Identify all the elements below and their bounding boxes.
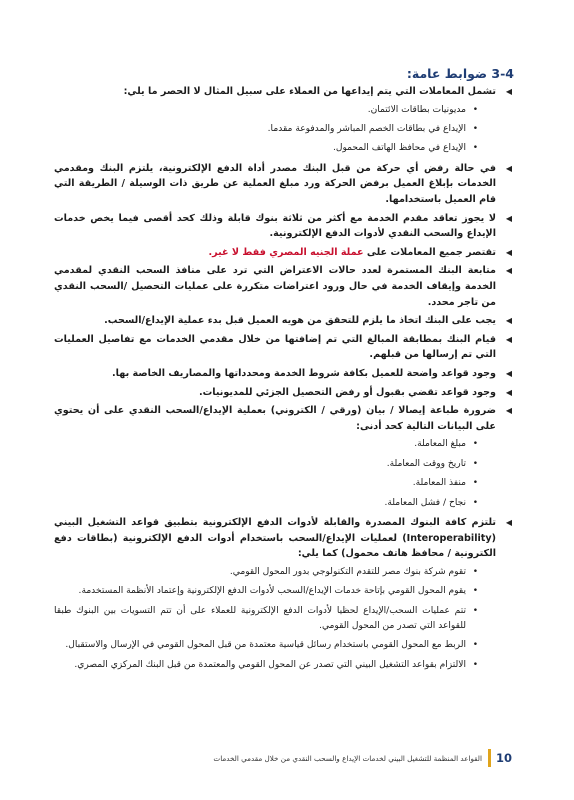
list-item-text: تتم عمليات السحب/الإيداع لحظيا لأدوات الدفع الإلكترونية للعملاء على أن تتم التسويات بين البنوك طبقا للقواعد التي تصدر من المحول القومي. <box>54 605 466 631</box>
rule-item <box>54 385 512 401</box>
triangle-bullet-icon: ◀ <box>505 266 512 276</box>
list-item-text: تقوم شركة بنوك مصر للتقدم التكنولوجي بدور المحول القومي. <box>229 566 466 577</box>
dot-bullet-icon: • <box>472 478 478 489</box>
rule-text: قيام البنك بمطابقة المبالغ التي تم إضافتها من خلال مقدمي الخدمات مع تفاصيل العمليات التي تم إرسالها من قبلهم. <box>54 333 496 361</box>
triangle-bullet-icon: ◀ <box>505 247 512 257</box>
rule-item <box>54 515 512 562</box>
currency-highlight: عملة الجنيه المصري فقط لا غير. <box>208 246 364 258</box>
list-item-text: مبلغ المعاملة. <box>414 439 466 450</box>
triangle-bullet-icon: ◀ <box>505 316 512 326</box>
list-item <box>54 476 478 491</box>
footer-title: القواعد المنظمة للتشغيل البيني لخدمات الإيداع والسحب النقدي من خلال مقدمي الخدمات <box>213 753 482 763</box>
rule-item <box>54 211 512 242</box>
footer-divider <box>488 749 491 767</box>
content-body <box>54 84 512 677</box>
dot-bullet-icon: • <box>472 640 478 651</box>
rule-text: ضرورة طباعة إيصالا / بيان (ورقي / الكتروني) بعملية الإيداع/السحب النقدي على أن يحتوي على البيانات التالية كحد أدنى: <box>54 405 496 432</box>
rule-text: يجب على البنك اتخاذ ما يلزم للتحقق من هويه العميل قبل بدء عملية الإيداع/السحب. <box>104 315 496 327</box>
list-item-text: نجاح / فشل المعاملة. <box>384 497 466 508</box>
triangle-bullet-icon: ◀ <box>505 163 512 173</box>
triangle-bullet-icon: ◀ <box>505 517 512 527</box>
rule-text: في حالة رفض أي حركة من قبل البنك مصدر أداة الدفع الإلكترونية، يلتزم البنك ومقدمي الخدمات بإبلاغ العميل برفض الحركة ورد مبلغ العملية عن طريق ذات الوسيلة / الطريقة التي قام العميل باستخدامها. <box>54 162 496 205</box>
list-item-text: منفذ المعاملة. <box>412 478 466 489</box>
triangle-bullet-icon: ◀ <box>505 406 512 416</box>
dot-bullet-icon: • <box>472 566 478 577</box>
rule-item <box>54 263 512 310</box>
list-item <box>54 141 478 156</box>
triangle-bullet-icon: ◀ <box>505 387 512 397</box>
list-item <box>54 658 478 673</box>
interoperability-list <box>54 565 512 673</box>
list-item <box>54 496 478 511</box>
rule-item <box>54 84 512 100</box>
triangle-bullet-icon: ◀ <box>505 368 512 378</box>
dot-bullet-icon: • <box>472 458 478 469</box>
rule-text: وجود قواعد تقضي بقبول أو رفض التحصيل الجزئي للمديونيات. <box>198 386 496 398</box>
list-item-text: مديونيات بطاقات الائتمان. <box>367 104 466 115</box>
dot-bullet-icon: • <box>472 586 478 597</box>
rule-text: وجود قواعد واضحة للعميل بكافة شروط الخدمة ومحدداتها والمصاريف الخاصة بها. <box>112 367 496 379</box>
list-item-text: الإيداع في بطاقات الخصم المباشر والمدفوعة مقدما. <box>267 124 466 134</box>
deposit-types-list <box>54 103 512 157</box>
list-item <box>54 604 478 635</box>
list-item <box>54 103 478 118</box>
list-item <box>54 122 478 137</box>
list-item-text: يقوم المحول القومي بإتاحة خدمات الإيداع/السحب لأدوات الدفع الإلكترونية وإعتماد الأنظمة المستخدمة. <box>78 586 466 597</box>
list-item <box>54 437 478 452</box>
triangle-bullet-icon: ◀ <box>505 87 512 96</box>
rule-item <box>54 403 512 434</box>
dot-bullet-icon: • <box>472 605 478 616</box>
rule-item <box>54 313 512 329</box>
dot-bullet-icon: • <box>472 497 478 508</box>
list-item-text: تاريخ ووقت المعاملة. <box>386 458 466 469</box>
dot-bullet-icon: • <box>472 439 478 450</box>
rule-item <box>54 332 512 363</box>
list-item <box>54 638 478 653</box>
triangle-bullet-icon: ◀ <box>505 213 512 223</box>
list-item <box>54 457 478 472</box>
rule-item <box>54 245 512 261</box>
rule-text: لا يجوز تعاقد مقدم الخدمة مع أكثر من ثلاثة بنوك قابلة وذلك كحد أقصى فيما يخص خدمات الإيداع والسحب النقدي لأدوات الدفع الإلكترونية. <box>54 212 496 240</box>
list-item-text: الالتزام بقواعد التشغيل البيني التي تصدر عن المحول القومي والمعتمدة من قبل البنك المركزي المصري. <box>74 659 466 670</box>
receipt-fields-list <box>54 437 512 511</box>
dot-bullet-icon: • <box>472 124 478 134</box>
rule-text: تقتصر جميع المعاملات على <box>363 246 496 258</box>
rule-item <box>54 366 512 382</box>
list-item <box>54 584 478 599</box>
dot-bullet-icon: • <box>472 659 478 670</box>
page-footer <box>213 747 512 769</box>
triangle-bullet-icon: ◀ <box>505 334 512 344</box>
rule-item <box>54 161 512 208</box>
rule-text: متابعة البنك المستمرة لعدد حالات الاعتراض التي ترد على منافذ السحب النقدي لمقدمي الخدمة وإيقاف الخدمة في حال ورود اعتراضات متكررة على عمليات التحصيل /السحب النقدي من تاجر محدد. <box>54 265 496 308</box>
dot-bullet-icon: • <box>472 143 478 154</box>
section-heading: 3-4 ضوابط عامة: <box>406 66 514 81</box>
page-number: 10 <box>495 751 512 765</box>
list-item <box>54 565 478 580</box>
list-item-text: الربط مع المحول القومي باستخدام رسائل قياسية معتمدة من قبل المحول القومي في الإرسال والاستقبال. <box>65 640 466 651</box>
rule-text: تلتزم كافة البنوك المصدرة والقابلة لأدوات الدفع الإلكترونية بتطبيق قواعد التشغيل البيني (Interoperability) لعمليات الإيداع/السحب باستخدام أدوات الدفع الإلكترونية (بطاقات دفع الكترونية / محافظ هاتف محمول) كما يلي: <box>54 516 496 560</box>
list-item-text: الإيداع في محافظ الهاتف المحمول. <box>332 143 466 154</box>
rule-text: تشمل المعاملات التي يتم إيداعها من العملاء على سبيل المثال لا الحصر ما يلي: <box>123 86 496 97</box>
dot-bullet-icon: • <box>472 104 478 115</box>
